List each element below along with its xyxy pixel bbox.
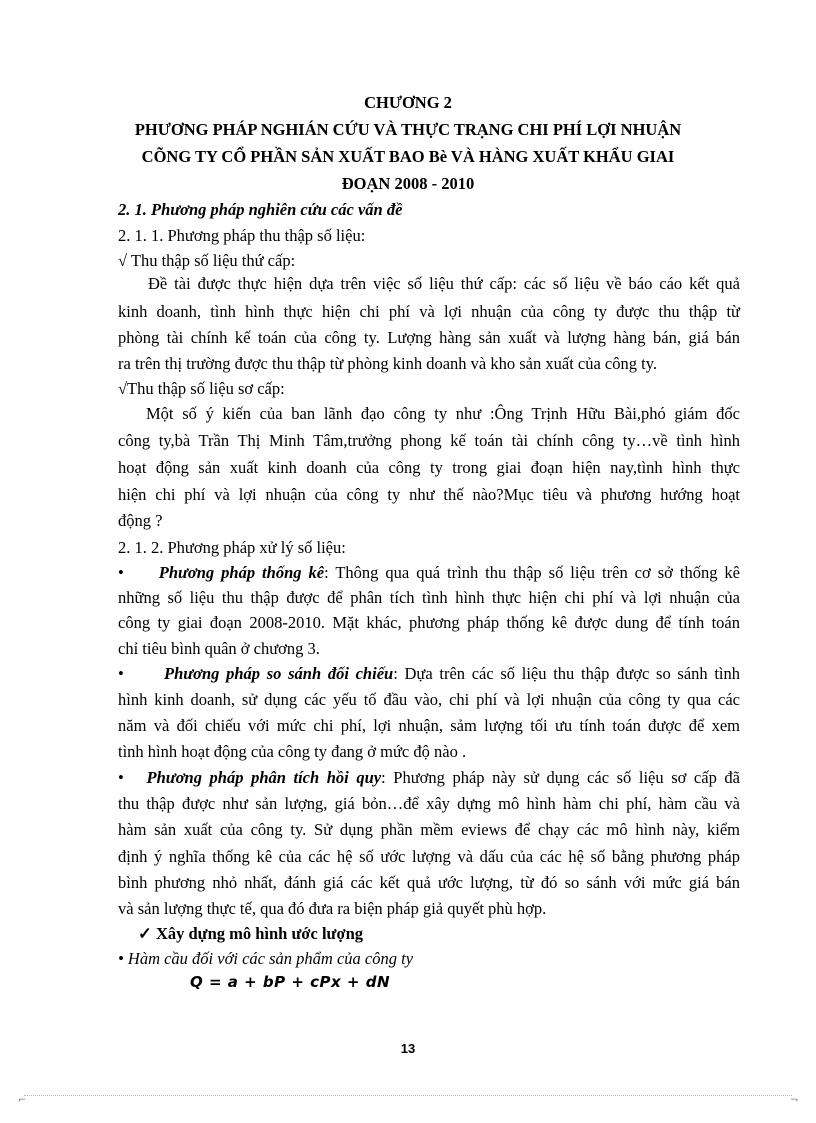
paragraph-line: hàm sản xuất của công ty. Sử dụng phần mềm eviews để chạy các mô hình này, kiểm <box>118 820 740 839</box>
model-heading: ✓ Xây dựng mô hình ước lượng <box>138 924 364 943</box>
paragraph-line: và sản lượng thực tế, qua đó đưa ra biện pháp giả quyết phù hợp. <box>118 899 547 918</box>
paragraph-line: hoạt động sản xuất kinh doanh của công ty trong giai đoạn hiện nay,tình hình thực <box>118 458 740 477</box>
paragraph-line: công ty,bà Trần Thị Minh Tâm,trưởng phong kế toán tài chính công ty…về tình hình <box>118 431 740 450</box>
crop-mark-right-icon: ¬ <box>790 1095 799 1106</box>
paragraph-line: định ý nghĩa thống kê của các hệ số ước lượng và dấu của các hệ số bằng phương pháp <box>118 847 740 866</box>
bullet-comparison <box>118 662 740 686</box>
paragraph-line: phòng tài chính kế toán của công ty. Lượng hàng sản xuất và lượng hàng bán, giá bán <box>118 328 740 347</box>
primary-data-label: √Thu thập số liệu sơ cấp: <box>118 379 285 398</box>
page-separator <box>24 1095 792 1096</box>
paragraph-line: : Dựa trên các số liệu thu thập được so sánh tình <box>393 664 741 683</box>
paragraph-line: ra trên thị trường được thu thập từ phòng kinh doanh và kho sản xuất của công ty. <box>118 354 658 373</box>
paragraph-line: chỉ tiêu bình quân ở chương 3. <box>118 639 320 658</box>
paragraph-line: : Phương pháp này sử dụng các số liệu sơ cấp đã <box>381 768 740 787</box>
chapter-title-line-1: PHƯƠNG PHÁP NGHIÁN CỨU VÀ THỰC TRẠNG CHI PHÍ LỢI NHUẬN <box>134 120 682 139</box>
subsection-2-title: 2. 1. 2. Phương pháp xử lý số liệu: <box>118 538 346 557</box>
term-regression: Phương pháp phân tích hồi quy <box>146 768 382 787</box>
paragraph-line: bình phương nhỏ nhất, đánh giá các kết quả ước lượng, từ đó so sánh với mức giá bán <box>118 873 740 892</box>
subsection-1-title: 2. 1. 1. Phương pháp thu thập số liệu: <box>118 226 366 245</box>
page-number: 13 <box>400 1041 416 1056</box>
paragraph-line: : Thông qua quá trình thu thập số liệu trên cơ sở thống kê <box>324 563 741 582</box>
paragraph-line: những số liệu thu thập được để phân tích tình hình thực hiện chi phí và lợi nhuận của <box>118 588 740 607</box>
paragraph-line: năm và đối chiếu với mức chi phí, lợi nhuận, sảm lượng tối ưu tính toán được để xem <box>118 716 740 735</box>
bullet-regression <box>118 766 740 790</box>
section-title: 2. 1. Phương pháp nghiên cứu các vấn đề <box>118 200 403 219</box>
paragraph-line: tình hình hoạt động của công ty đang ở mức độ nào . <box>118 742 467 761</box>
term-comparison: Phương pháp so sánh đối chiếu <box>163 664 394 683</box>
paragraph-line: thu thập được như sản lượng, giá bỏn…để xây dựng mô hình hàm chi phí, hàm cầu và <box>118 794 740 813</box>
term-statistics: Phương pháp thống kê <box>158 563 325 582</box>
bullet-icon: • <box>118 664 164 683</box>
demand-function-label: • Hàm cầu đối với các sản phẩm của công ty <box>118 949 414 968</box>
paragraph-line: công ty giai đoạn 2008-2010. Mặt khác, phương pháp thống kê được dung để tính toán <box>118 613 740 632</box>
bullet-icon: • <box>118 563 159 582</box>
paragraph-line: Một số ý kiến của ban lãnh đạo công ty như :Ông Trịnh Hữu Bài,phó giám đốc <box>146 404 740 423</box>
bullet-icon: • <box>118 768 147 787</box>
paragraph-line: kinh doanh, tình hình thực hiện chi phí và lợi nhuận của công ty được thu thập từ <box>118 302 740 321</box>
chapter-title-line-3: ĐOẠN 2008 - 2010 <box>341 174 475 193</box>
paragraph-line: hiện chi phí và lợi nhuận của công ty như thế nào?Mục tiêu và phương hướng hoạt <box>118 485 740 504</box>
paragraph-line: động ? <box>118 511 163 530</box>
paragraph-line: Đề tài được thực hiện dựa trên việc số liệu thứ cấp: các số liệu về báo cáo kết quả <box>148 274 740 293</box>
crop-mark-left-icon: ⌐ <box>18 1095 27 1106</box>
chapter-label: CHƯƠNG 2 <box>364 93 452 112</box>
demand-formula: Q = a + bP + cPx + dN <box>190 973 391 991</box>
paragraph-line: hình kinh doanh, sử dụng các yếu tố đầu vào, chi phí và lợi nhuận của công ty qua các <box>118 690 740 709</box>
bullet-statistics <box>118 561 740 585</box>
chapter-title-line-2: CÕNG TY CỔ PHẦN SẢN XUẤT BAO Bè VÀ HÀNG XUẤT KHẨU GIAI <box>141 147 675 166</box>
secondary-data-label: √ Thu thập số liệu thứ cấp: <box>118 251 296 270</box>
